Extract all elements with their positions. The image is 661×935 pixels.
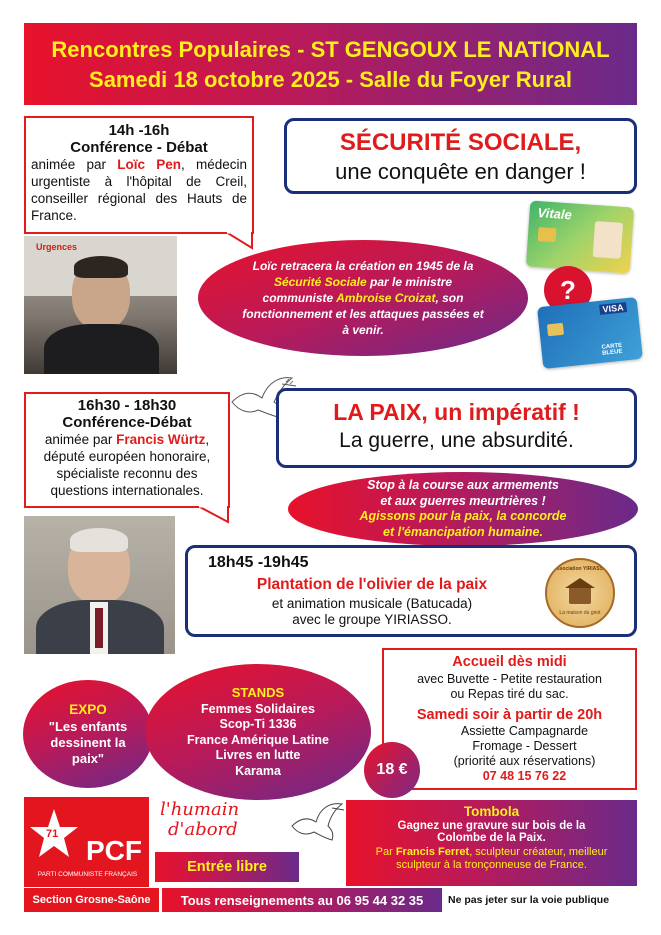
conference-2-desc: , député européen honoraire, spécialiste reconnu des questions internationales. [43,432,211,498]
urgences-sign: Urgences [36,242,78,252]
vitale-card [526,200,634,273]
slogan [160,800,250,840]
tombola-desc: , sculpteur créateur, meilleur sculpteur à la tronçonneuse de France. [396,846,608,871]
tombola-box [346,800,637,886]
conference-2-box [24,392,230,508]
olivier-text [202,576,542,627]
tombola-line-2: Colombe de la Paix. [437,832,546,844]
secu-subtitle: une conquête en danger ! [335,159,586,184]
soir-title: Samedi soir à partir de 20h [416,707,603,723]
paix-oval-line-1: Stop à la course aux armements [367,478,559,492]
banner-date: Samedi 18 octobre 2025 - Salle du Foyer Rural [89,67,572,92]
speaker-1-photo [24,236,177,374]
conference-1-by: animée par [31,157,118,172]
paix-subtitle: La guerre, une absurdité. [339,429,574,452]
tombola-line-1: Gagnez une gravure sur bois de la [397,820,586,832]
section-label [24,888,159,912]
conference-2-time: 16h30 - 18h30 [77,397,177,414]
speaker-2-photo [24,516,175,654]
paix-oval-line-3: Agissons pour la paix, la concorde [359,509,567,523]
olivier-box [185,545,637,637]
slogan-line-1: l'humain [160,799,240,820]
secu-oval-highlight-1: Sécurité Sociale [273,275,367,289]
pcf-sub: PARTI COMMUNISTE FRANÇAIS [37,871,138,878]
conference-2-desc-wrap [32,431,222,499]
slogan-line-2: d'abord [168,819,238,840]
conference-1-title: Conférence - Débat [70,139,208,156]
olivier-line-1: et animation musicale (Batucada) [271,596,473,611]
tombola-by: Par [375,846,396,858]
stands-title: STANDS [231,684,285,700]
secu-oval-t1: Loïc retracera la création en 1945 de la [252,259,474,273]
pcf-logo [24,797,149,887]
conference-1-speaker: Loïc Pen [117,157,181,172]
conference-1-box [24,116,254,234]
pcf-name: PCF [86,835,142,866]
conference-1-time: 14h -16h [108,122,170,139]
price-bubble [364,742,420,798]
stands-oval [145,664,371,800]
expo-title: EXPO [69,701,107,717]
accueil-box [382,648,637,790]
speech-tail-2 [196,506,230,524]
conference-2-speaker: Francis Würtz [116,432,206,447]
paix-oval [288,472,638,546]
question-mark: ? [560,274,576,305]
tombola-title: Tombola [463,804,520,819]
accueil-line-2: ou Repas tiré du sac. [450,687,569,701]
secu-oval [198,240,528,356]
conference-1-desc: , médecin urgentiste à l'hôpital de Creil, conseiller régional des Hauts de France. [31,157,248,223]
stand-item: Karama [235,763,281,778]
paix-oval-line-2: et aux guerres meurtrières ! [380,493,546,508]
conference-2-by: animée par [44,432,117,447]
price-label: 18 € [376,761,408,778]
olivier-line-2: avec le groupe YIRIASSO. [292,612,452,627]
visa-label: VISA [599,302,627,315]
yiriasso-logo [545,558,615,628]
paix-oval-text [360,478,567,540]
soir-line-1: Assiette Campagnarde [460,724,589,738]
olivier-title: Plantation de l'olivier de la paix [256,576,488,593]
stand-item: Scop-Ti 1336 [219,717,297,732]
carte-bleue-label: CARTE BLEUE [601,342,623,357]
pcf-number: 71 [46,828,59,840]
yiriasso-logo-bottom: La maison du griot [559,610,601,616]
stand-item: Femmes Solidaires [201,701,315,716]
banner-title: Rencontres Populaires - ST GENGOUX LE NATIONAL [51,37,610,62]
secu-oval-t3: , son fonctionnement et les attaques passées et à venir. [242,291,484,337]
expo-oval [23,680,153,788]
info-bar [162,888,442,912]
paix-oval-line-4: et l'émancipation humaine. [383,524,543,539]
tombola-credit [352,846,631,872]
secu-oval-highlight-2: Ambroise Croizat [336,291,436,305]
speech-tail-1 [224,232,254,250]
vitale-label: Vitale [537,205,573,223]
entree-libre-label: Entrée libre [187,859,267,875]
accueil-title: Accueil dès midi [452,654,567,670]
secu-title-box [284,118,637,194]
notice-text: Ne pas jeter sur la voie publique [448,894,610,906]
stand-item: Livres en lutte [215,748,301,763]
tombola-author: Francis Ferret [395,846,470,858]
expo-text: "Les enfants dessinent la paix" [48,718,128,766]
section-name: Section Grosne-Saône [32,894,151,906]
accueil-line-1: avec Buvette - Petite restauration [417,672,602,686]
stand-item: France Amérique Latine [187,732,329,747]
soir-line-3: (priorité aux réservations) [453,754,596,768]
paix-title-box [276,388,637,468]
olivier-time: 18h45 -19h45 [208,554,309,571]
dove-icon-2 [288,800,346,848]
soir-line-2: Fromage - Dessert [472,739,577,753]
reservation-phone: 07 48 15 76 22 [482,769,567,783]
conference-2-title: Conférence-Débat [62,414,192,431]
conference-1-desc-wrap [31,156,247,224]
info-text: Tous renseignements au 06 95 44 32 35 [180,892,424,908]
header-banner [24,23,637,105]
secu-title: SÉCURITÉ SOCIALE, [339,129,582,156]
secu-oval-text [240,258,486,338]
yiriasso-logo-top: Association YIRIASSO [553,566,607,572]
paix-title: LA PAIX, un impératif ! [333,399,580,425]
carte-bleue-card [537,297,643,369]
secu-oval-t2: par le ministre communiste [262,275,453,305]
entree-libre-banner [155,852,299,882]
